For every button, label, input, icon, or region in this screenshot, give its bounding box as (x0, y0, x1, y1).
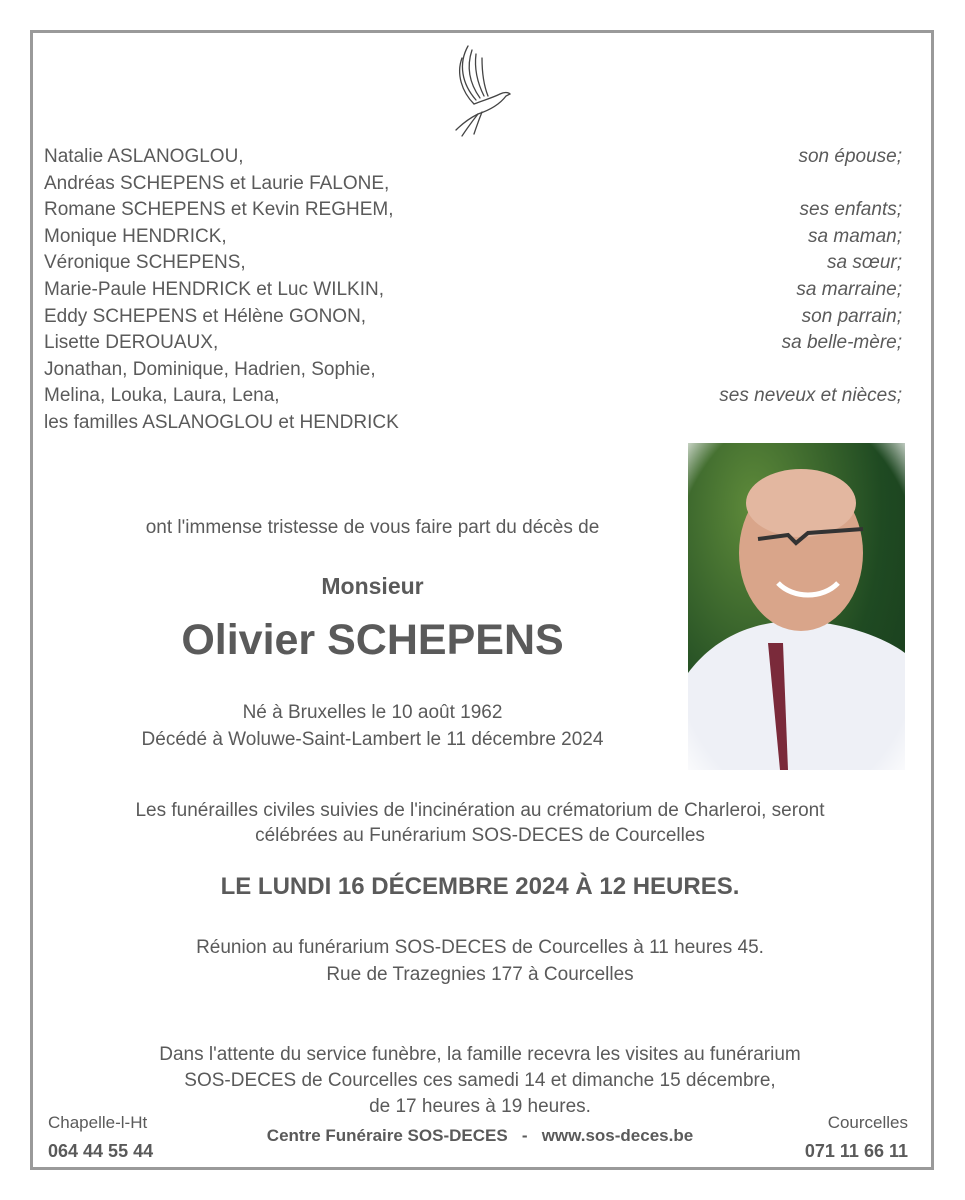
footer-left-city: Chapelle-l-Ht (48, 1113, 148, 1132)
footer-right-phone: 071 11 66 11 (804, 1141, 908, 1161)
family-row (44, 224, 902, 251)
family-row (44, 250, 902, 277)
family-member: les familles ASLANOGLOU et HENDRICK (44, 411, 399, 433)
family-relation: sa marraine; (796, 278, 902, 300)
footer-center: Centre Funéraire SOS-DECES - www.sos-deces.be (266, 1126, 694, 1145)
family-member: Jonathan, Dominique, Hadrien, Sophie, (44, 358, 376, 380)
family-relation: son épouse; (798, 146, 902, 167)
visit-line: SOS-DECES de Courcelles ces samedi 14 et dimanche 15 décembre, (184, 1070, 776, 1091)
family-row (44, 410, 902, 437)
announcement-text: ont l'immense tristesse de vous faire part du décès de (145, 517, 600, 538)
family-relation: ses neveux et nièces; (719, 385, 902, 407)
visit-info (40, 1042, 920, 1120)
visit-line: Dans l'attente du service funèbre, la famille recevra les visites au funérarium (159, 1044, 801, 1065)
family-row (44, 277, 902, 304)
family-member: Véronique SCHEPENS, (44, 252, 246, 274)
meeting-line: Réunion au funérarium SOS-DECES de Courcelles à 11 heures 45. (196, 937, 764, 958)
birth-info: Né à Bruxelles le 10 août 1962 (242, 702, 503, 723)
family-row (44, 330, 902, 357)
visit-line: de 17 heures à 19 heures. (369, 1096, 591, 1117)
family-member: Natalie ASLANOGLOU, (44, 146, 244, 167)
family-row (44, 304, 902, 331)
family-relation: sa sœur; (827, 252, 902, 274)
family-row (44, 144, 902, 171)
family-member: Eddy SCHEPENS et Hélène GONON, (44, 305, 367, 327)
family-row (44, 357, 902, 384)
family-member: Lisette DEROUAUX, (44, 332, 219, 354)
family-relation: son parrain; (801, 305, 902, 327)
family-row (44, 197, 902, 224)
meeting-info (40, 934, 920, 988)
life-dates (40, 699, 705, 753)
family-relation: sa belle-mère; (781, 332, 902, 354)
family-member: Melina, Louka, Laura, Lena, (44, 385, 280, 407)
family-member: Andréas SCHEPENS et Laurie FALONE, (44, 172, 390, 194)
funeral-date: LE LUNDI 16 DÉCEMBRE 2024 À 12 HEURES. (220, 873, 740, 900)
family-relation: ses enfants; (799, 199, 902, 221)
deceased-title: Monsieur (321, 573, 424, 599)
funeral-line: Les funérailles civiles suivies de l'incinération au crématorium de Charleroi, seront (135, 800, 825, 821)
family-relation: sa maman; (808, 225, 902, 247)
dove-icon (448, 44, 514, 138)
deceased-photo (688, 443, 905, 770)
address-line: Rue de Trazegnies 177 à Courcelles (326, 964, 634, 985)
deceased-name: Olivier SCHEPENS (181, 616, 564, 664)
family-list (44, 144, 902, 437)
funeral-info (40, 798, 920, 848)
family-member: Monique HENDRICK, (44, 225, 227, 247)
funeral-line: célébrées au Funérarium SOS-DECES de Courcelles (255, 825, 705, 846)
death-info: Décédé à Woluwe-Saint-Lambert le 11 décembre 2024 (141, 729, 604, 750)
footer-left-phone: 064 44 55 44 (48, 1141, 154, 1161)
family-row (44, 383, 902, 410)
footer-right-city: Courcelles (827, 1113, 908, 1132)
family-row (44, 171, 902, 198)
family-member: Romane SCHEPENS et Kevin REGHEM, (44, 199, 394, 221)
family-member: Marie-Paule HENDRICK et Luc WILKIN, (44, 278, 384, 300)
